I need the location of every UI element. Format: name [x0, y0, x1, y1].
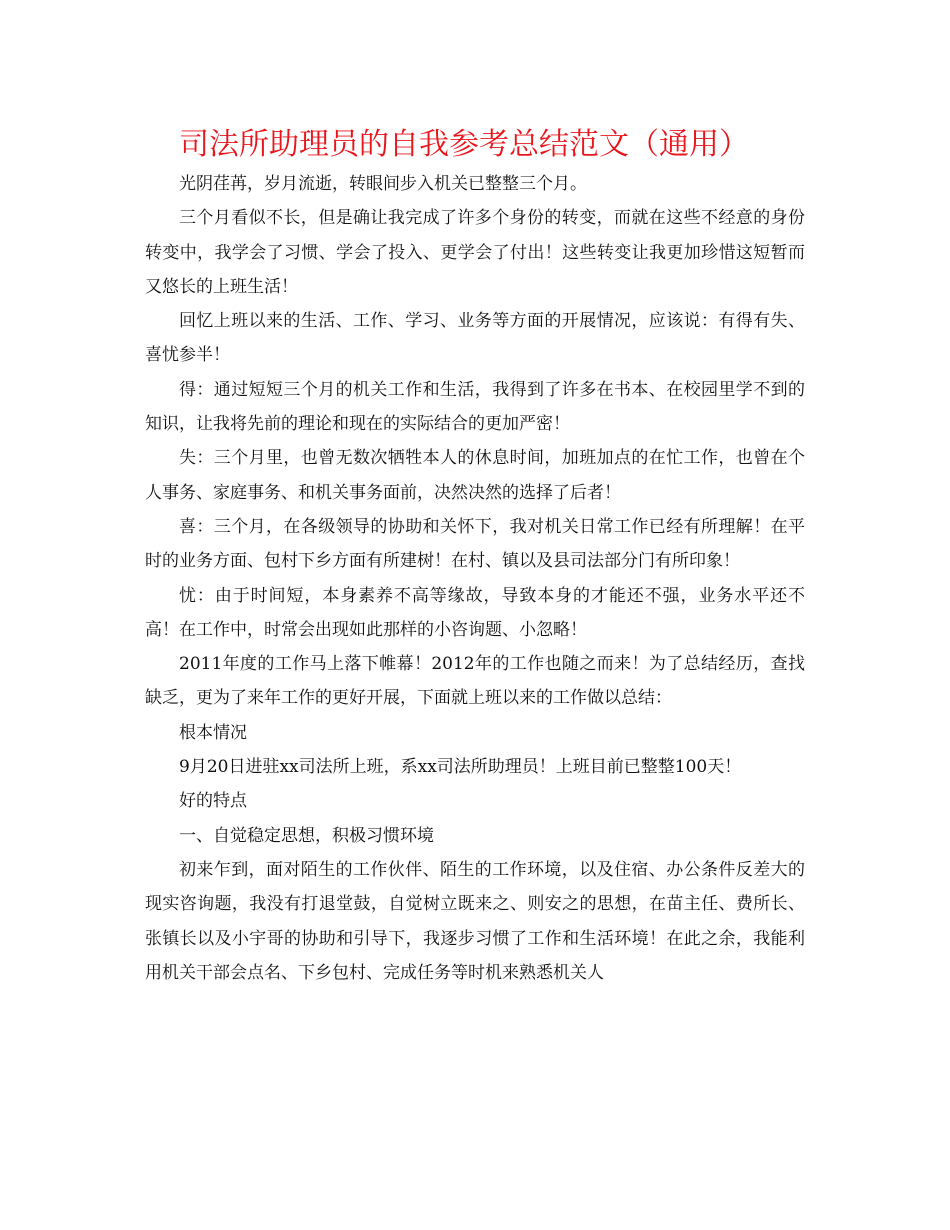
paragraph-review: 回忆上班以来的生活、工作、学习、业务等方面的开展情况，应该说：有得有失、喜忧参半！ [145, 311, 805, 366]
subsection-heading-one: 一、自觉稳定思想，积极习惯环境 [179, 825, 434, 846]
document-title: 司法所助理员的自我参考总结范文（通用） [179, 127, 749, 162]
paragraph-worries: 忧：由于时间短，本身素养不高等缘故，导致本身的才能还不强，业务水平还不高！在工作中，时常会出现如此那样的小咨询题、小忽略！ [145, 585, 805, 640]
section-heading-strengths: 好的特点 [179, 791, 247, 812]
paragraph-losses: 失：三个月里，也曾无数次牺牲本人的休息时间，加班加点的在忙工作，也曾在个人事务、家庭事务、和机关事务面前，决然决然的选择了后者！ [145, 448, 805, 503]
paragraph-year-summary: 2011年度的工作马上落下帷幕！2012年的工作也随之而来！为了总结经历，查找缺乏，更为了来年工作的更好开展，下面就上班以来的工作做以总结： [145, 654, 805, 709]
paragraph-joys: 喜：三个月，在各级领导的协助和关怀下，我对机关日常工作已经有所理解！在平时的业务方面、包村下乡方面有所建树！在村、镇以及县司法部分门有所印象！ [145, 516, 805, 572]
document-page [145, 125, 805, 990]
paragraph-adapting: 初来乍到，面对陌生的工作伙伴、陌生的工作环境，以及住宿、办公条件反差大的现实咨询题，我没有打退堂鼓，自觉树立既来之、则安之的思想，在苗主任、费所长、张镇长以及小宇哥的协助和引导下，我逐步习惯了工作和生活环境！在此之余，我能利用机关干部会点名、下乡包村、完成任务等时机来熟悉机关人 [145, 859, 805, 983]
section-heading-basic: 根本情况 [179, 722, 247, 743]
document-body [145, 167, 805, 990]
paragraph-intro: 光阴荏苒，岁月流逝，转眼间步入机关已整整三个月。 [179, 174, 587, 194]
paragraph-gains: 得：通过短短三个月的机关工作和生活，我得到了许多在书本、在校园里学不到的知识，让我将先前的理论和现在的实际结合的更加严密！ [145, 379, 805, 435]
paragraph-three-months: 三个月看似不长，但是确让我完成了许多个身份的转变，而就在这些不经意的身份转变中，我学会了习惯、学会了投入、更学会了付出！这些转变让我更加珍惜这短暂而又悠长的上班生活！ [145, 208, 805, 297]
paragraph-basic-info: 9月20日进驻xx司法所上班，系xx司法所助理员！上班目前已整整100天！ [179, 757, 742, 778]
